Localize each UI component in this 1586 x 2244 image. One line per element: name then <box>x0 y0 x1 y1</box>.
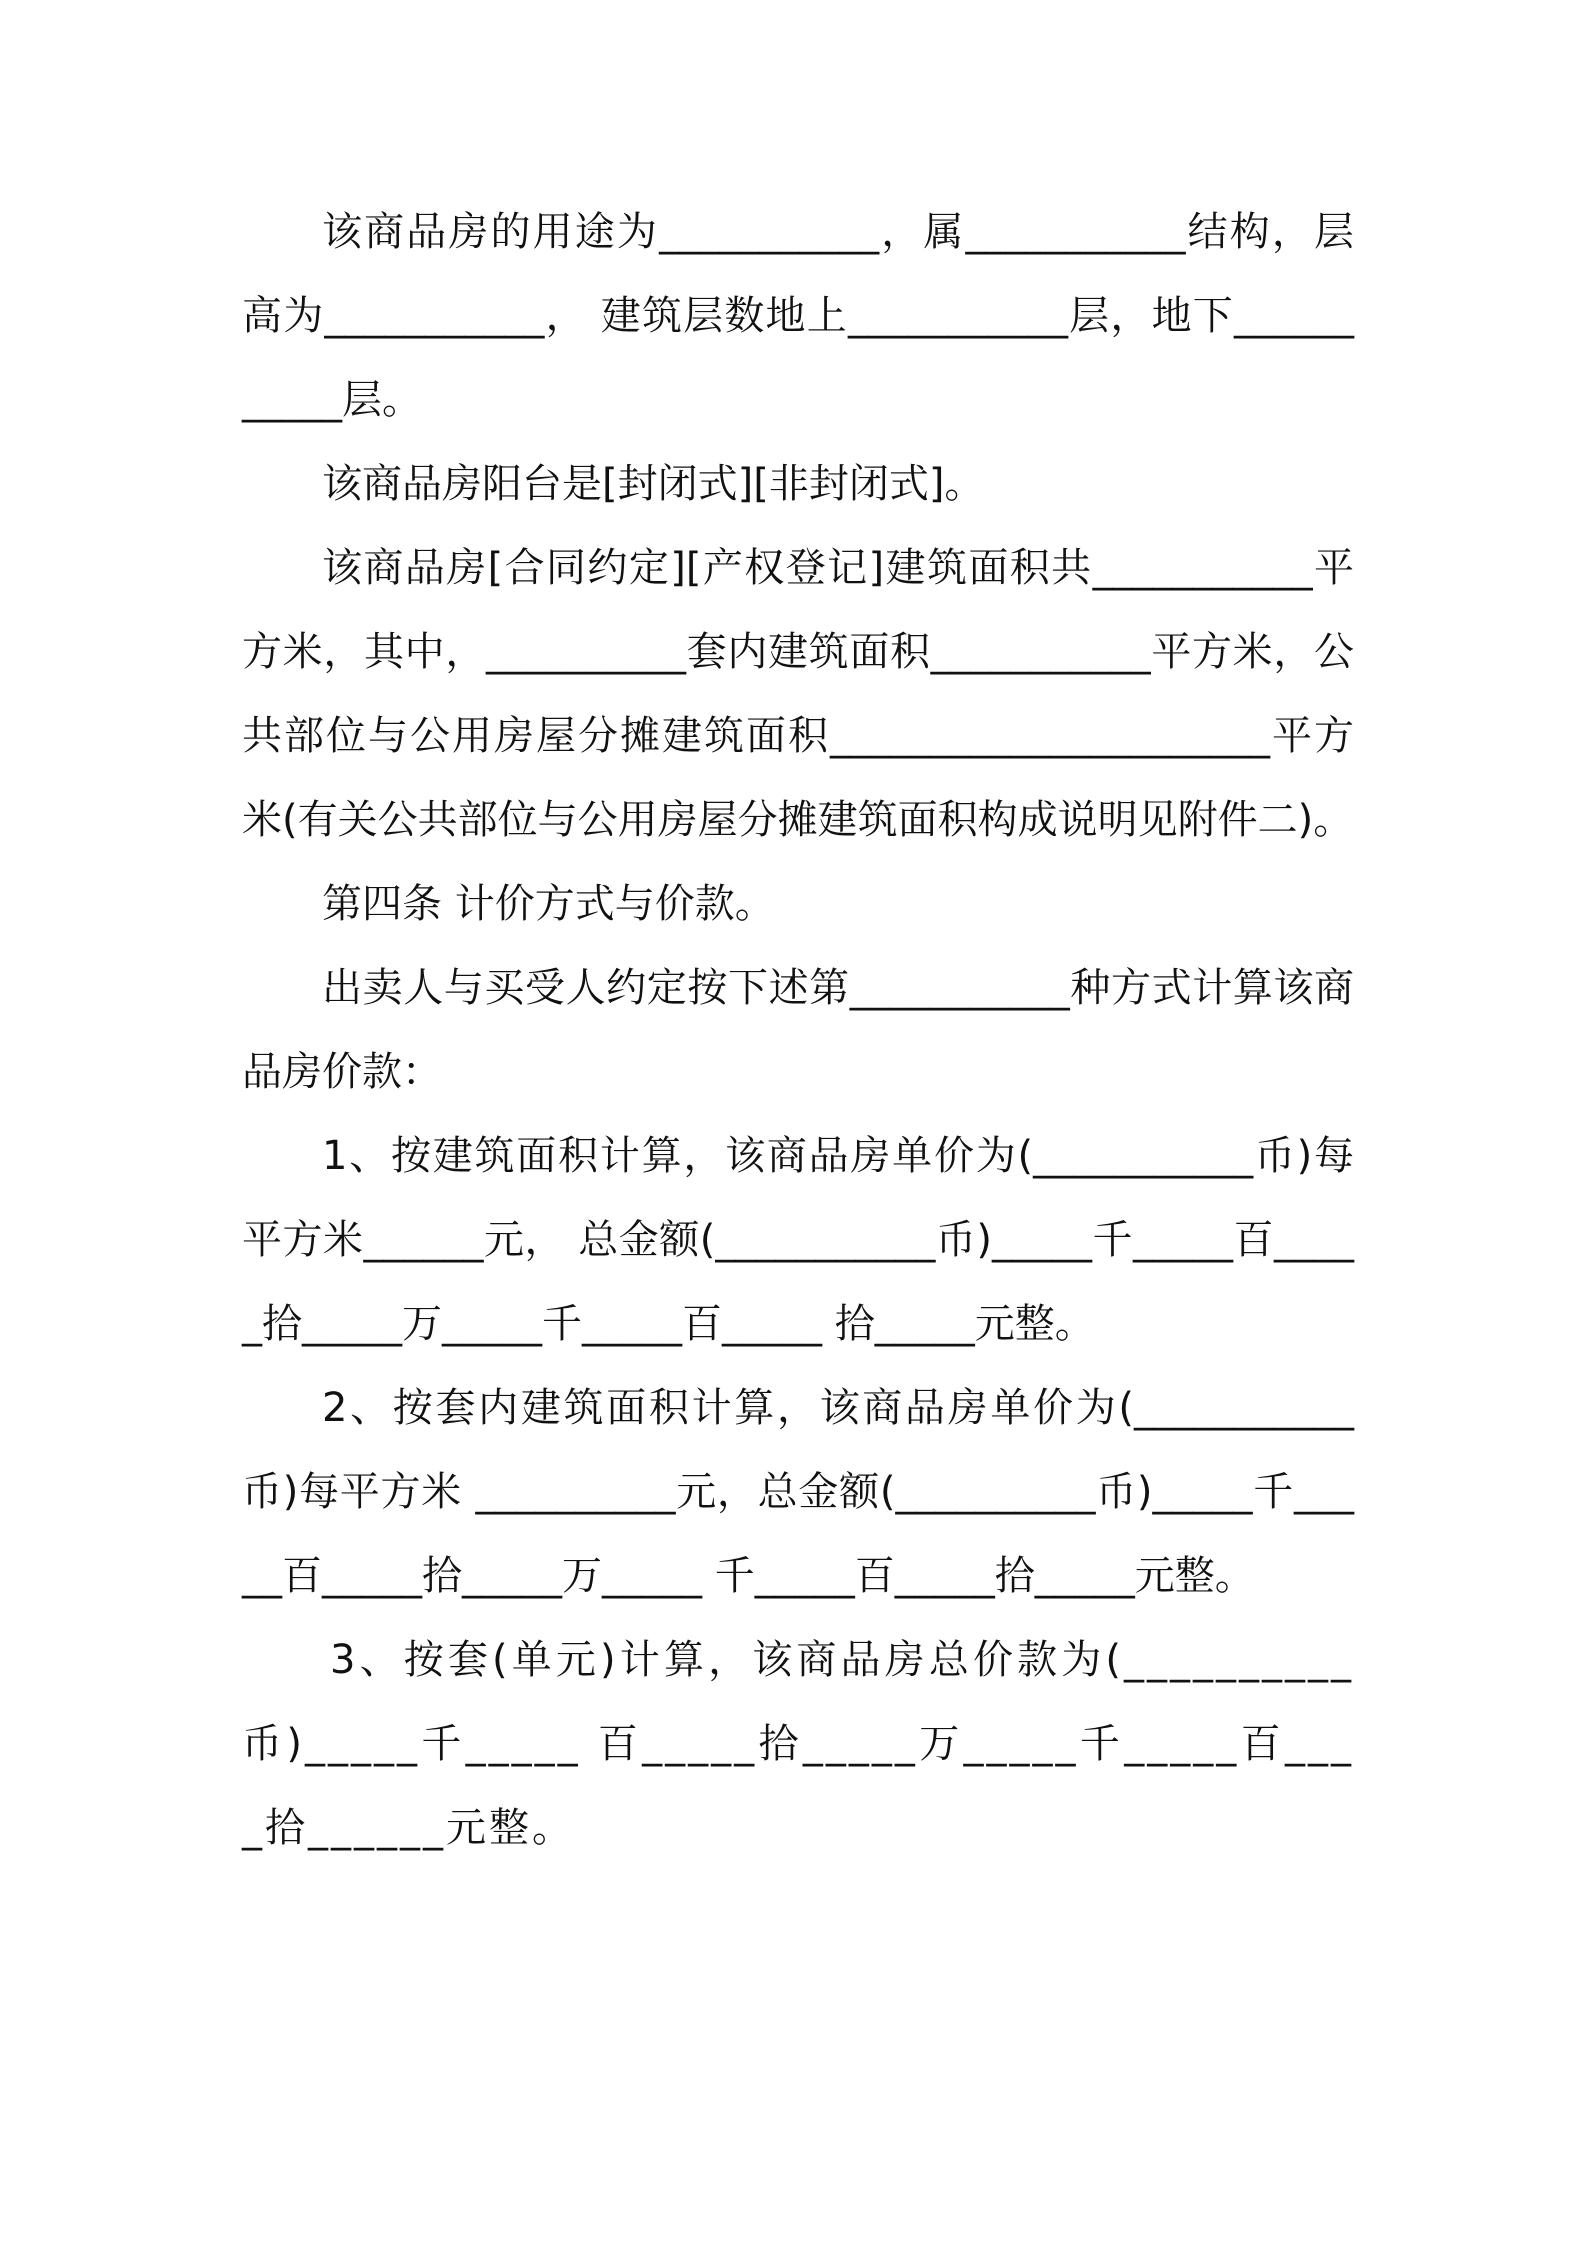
document-body <box>242 190 1354 1870</box>
paragraph-pricing-method: 出卖人与买受人约定按下述第___________种方式计算该商品房价款： <box>242 965 1354 1095</box>
clause-3-unit-price: 3、按套(单元)计算，该商品房总价款为(__________币)_____千_____ 百_____拾_____万_____千_____百____拾______元整。 <box>242 1637 1354 1851</box>
clause-2-inner-area-price: 2、按套内建筑面积计算，该商品房单价为(___________币)每平方米 __________元，总金额(__________币)_____千_____百_____拾_____万_____ 千_____百_____拾_____元整。 <box>242 1385 1354 1599</box>
paragraph-building-area: 该商品房[合同约定][产权登记]建筑面积共___________平方米，其中，__________套内建筑面积___________平方米，公共部位与公用房屋分摊建筑面积______________________平方米(有关公共部位与公用房屋分摊建筑面积构成说明见附件二)。 <box>242 545 1354 843</box>
article-four-heading: 第四条 计价方式与价款。 <box>322 881 775 927</box>
paragraph-balcony: 该商品房阳台是[封闭式][非封闭式]。 <box>322 461 985 507</box>
paragraph-usage-structure: 该商品房的用途为___________，属___________结构，层高为___________， 建筑层数地上___________层，地下___________层。 <box>242 209 1354 423</box>
clause-1-building-area-price: 1、按建筑面积计算，该商品房单价为(___________币)每平方米______元， 总金额(___________币)_____千_____百_____拾_____万_____千_____百_____ 拾_____元整。 <box>242 1133 1354 1347</box>
